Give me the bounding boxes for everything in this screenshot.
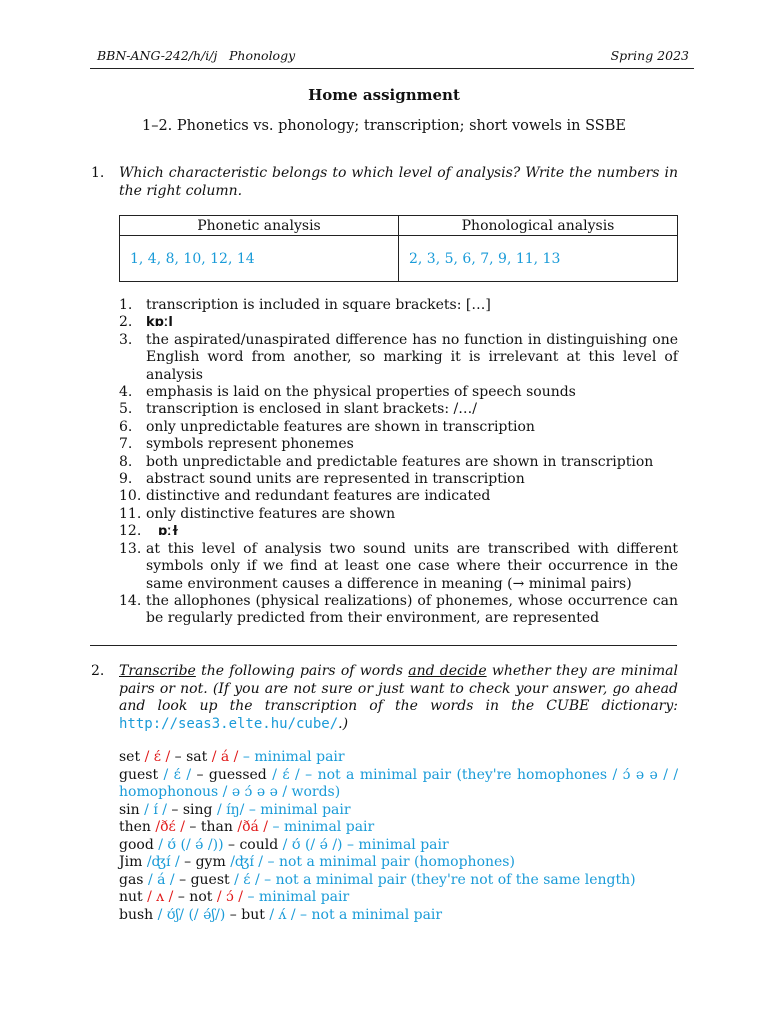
list-item: then /ðɛ́ / – than /ðá / – minimal pair xyxy=(119,819,375,835)
analysis-table xyxy=(119,215,678,282)
question-number: 2. xyxy=(91,663,105,679)
list-item: 11. only distinctive features are shown xyxy=(119,505,396,522)
phonetic-answer[interactable]: 1, 4, 8, 10, 12, 14 xyxy=(120,236,399,282)
table-row xyxy=(120,236,678,282)
section-divider xyxy=(90,645,677,646)
header-rule xyxy=(90,68,694,69)
phonological-answer[interactable]: 2, 3, 5, 6, 7, 9, 11, 13 xyxy=(399,236,678,282)
page-title: Home assignment xyxy=(308,86,460,104)
page-subtitle: 1–2. Phonetics vs. phonology; transcription; short vowels in SSBE xyxy=(141,118,626,134)
word-pairs xyxy=(119,749,678,924)
list-item: good / ʊ́ (/ ə́ /)) – could / ʊ́ (/ ə́ /) – minimal pair xyxy=(119,836,449,853)
list-item: 8. both unpredictable and predictable features are shown in transcription xyxy=(119,453,654,470)
list-item: bush / ʊ́ʃ/ (/ ə́ʃ/) – but / ʌ́ / – not a minimal pair xyxy=(119,906,443,923)
cube-dictionary-link[interactable]: http://seas3.elte.hu/cube/ xyxy=(119,715,339,732)
list-item: 1. transcription is included in square brackets: […] xyxy=(119,297,491,313)
list-item: Jim /ʤɪ́ / – gym /ʤɪ́ / – not a minimal pair (homophones) xyxy=(119,854,515,870)
list-item: 12. ɒːɫ xyxy=(119,523,179,540)
list-item: 9. abstract sound units are represented in transcription xyxy=(119,471,525,488)
list-item: 10. distinctive and redundant features are indicated xyxy=(119,488,491,505)
list-item: guest / ɛ́ / – guessed / ɛ́ / – not a minimal pair (they're homophones / ɔ́ ə ə / / homophonous / ə ɔ́ ə ə / words) xyxy=(119,766,679,800)
question-1 xyxy=(91,165,678,200)
term-label: Spring 2023 xyxy=(610,48,689,63)
table-header-row xyxy=(120,216,678,236)
question-text: Which characteristic belongs to which level of analysis? Write the numbers in the right column. xyxy=(119,165,678,199)
list-item: 14. the allophones (physical realizations) of phonemes, whose occurrence can be regularly predicted from their environment, are represented xyxy=(119,592,678,627)
question-number: 1. xyxy=(91,165,105,181)
phonological-header: Phonological analysis xyxy=(399,216,678,236)
list-item: 5. transcription is enclosed in slant brackets: /…/ xyxy=(119,401,477,418)
page-header xyxy=(97,48,689,66)
phonetic-header: Phonetic analysis xyxy=(120,216,399,236)
list-item: nut / ʌ / – not / ɔ́ / – minimal pair xyxy=(119,889,350,905)
characteristics-list xyxy=(119,297,678,628)
question-text: Transcribe the following pairs of words and decide whether they are minimal pairs or not. (If you are not sure or just want to check your answer, go ahead and look up the transcription of the words in the CUBE dictionary: http://seas3.elte.hu/cube/.) xyxy=(119,663,679,732)
list-item: set / ɛ́ / – sat / á / – minimal pair xyxy=(119,749,345,765)
list-item: 4. emphasis is laid on the physical properties of speech sounds xyxy=(119,384,576,401)
subject-name: Phonology xyxy=(229,48,296,63)
list-item: sin / ɪ́ / – sing / ɪ́ŋ/ – minimal pair xyxy=(119,801,351,818)
list-item: gas / á / – guest / ɛ́ / – not a minimal pair (they're not of the same length) xyxy=(119,871,636,888)
question-2 xyxy=(91,663,678,733)
list-item: 3. the aspirated/unaspirated difference has no function in distinguishing one English word from another, so marking it is irrelevant at this level of analysis xyxy=(119,331,678,383)
list-item: 2. kɒːl xyxy=(119,314,173,331)
list-item: 6. only unpredictable features are shown in transcription xyxy=(119,418,535,435)
course-code: BBN-ANG-242/h/i/j xyxy=(97,48,218,63)
list-item: 13. at this level of analysis two sound units are transcribed with different symbols only if we find at least one case where their occurrence in the same environment causes a difference in meaning (→ minimal pairs) xyxy=(119,540,678,592)
list-item: 7. symbols represent phonemes xyxy=(119,436,354,453)
